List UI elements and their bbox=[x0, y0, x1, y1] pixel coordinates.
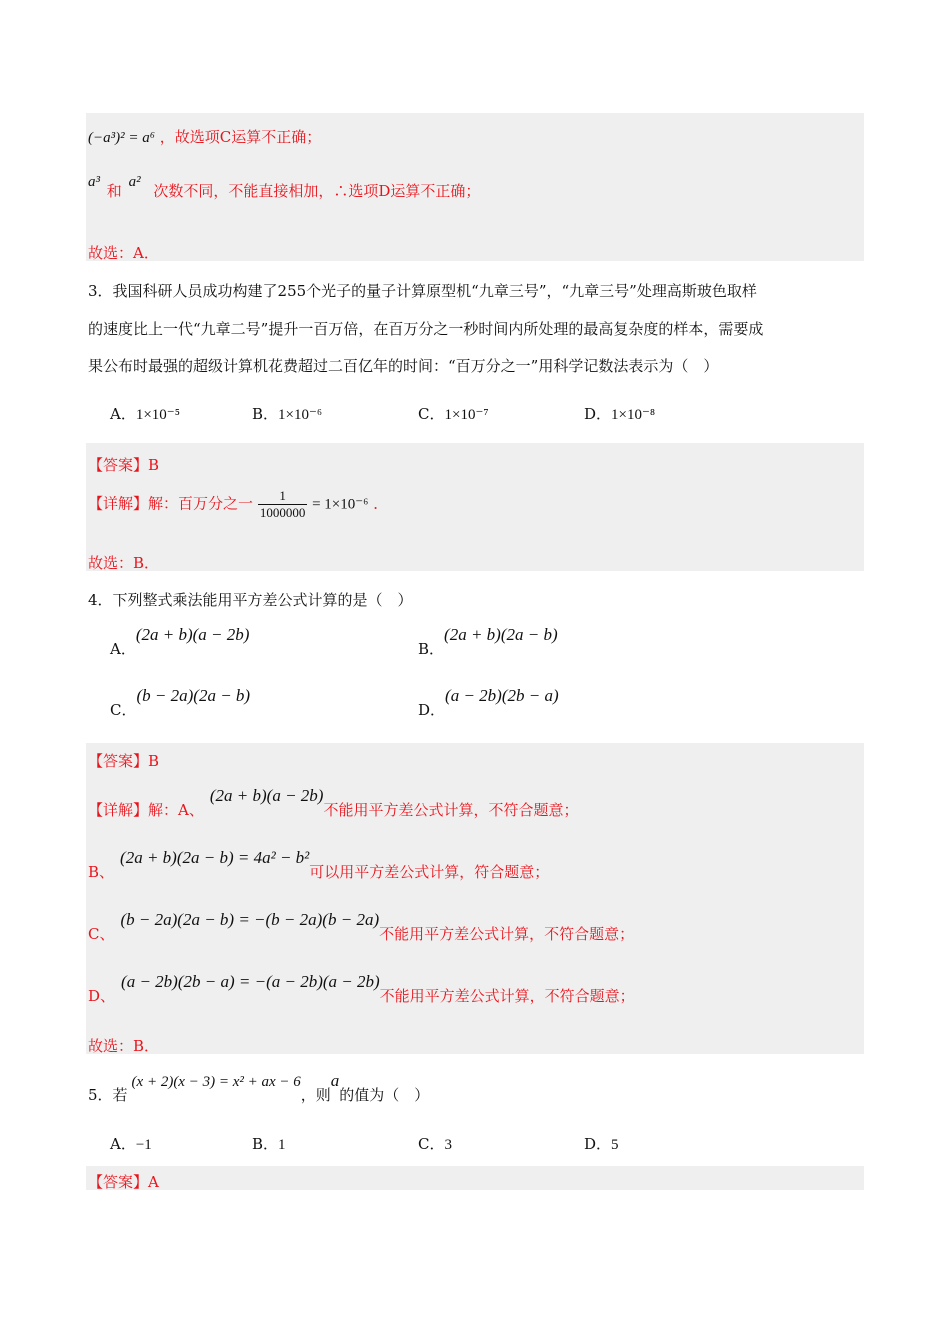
detail-text: ，故选项C运算不正确； bbox=[159, 128, 322, 146]
fraction-numerator: 1 bbox=[258, 488, 308, 505]
detail-prefix: B、 bbox=[88, 863, 115, 881]
q3-stem-line-2: 的速度比上一代“九章二号”提升一百万倍，在百万分之一秒时间内所处理的最高复杂度的样本，需要成 bbox=[88, 320, 764, 338]
option-label: A． bbox=[110, 1135, 136, 1153]
q3-option-c bbox=[418, 403, 489, 424]
q3-option-d bbox=[584, 403, 655, 424]
q2-detail-c bbox=[88, 126, 321, 147]
option-value: 1 bbox=[278, 1137, 286, 1153]
q2-choice: 故选：A． bbox=[88, 244, 159, 262]
q4-detail-b bbox=[88, 847, 550, 881]
option-label: A． bbox=[110, 640, 136, 658]
detail-end: ． bbox=[373, 494, 389, 513]
detail-tag: 【详解】 bbox=[88, 801, 149, 819]
math-expression: (x + 2)(x − 3) = x² + ax − 6 bbox=[131, 1074, 301, 1090]
option-label: B． bbox=[418, 640, 445, 658]
math-expression: (2a + b)(2a − b) = 4a² − b² bbox=[120, 848, 310, 867]
q2-detail-d bbox=[88, 174, 481, 201]
option-value: 1×10⁻⁸ bbox=[611, 407, 656, 423]
q5-option-b bbox=[252, 1133, 286, 1154]
q5-answer: 【答案】A bbox=[88, 1173, 159, 1191]
q4-option-c bbox=[110, 685, 251, 719]
option-label: C． bbox=[110, 701, 137, 719]
stem-suffix: 的值为（ ） bbox=[339, 1086, 430, 1104]
math-expression: (b − 2a)(2a − b) = −(b − 2a)(b − 2a) bbox=[120, 910, 380, 929]
math-expression: (2a + b)(a − 2b) bbox=[209, 786, 324, 805]
q3-stem-line-3: 果公布时最强的超级计算机花费超过二百亿年的时间：“百万分之一”用科学记数法表示为（ ） bbox=[88, 357, 719, 375]
option-value: 1×10⁻⁵ bbox=[135, 407, 180, 423]
option-value: 5 bbox=[611, 1137, 619, 1153]
detail-text: 和 bbox=[106, 182, 122, 200]
q4-answer: 【答案】B bbox=[88, 752, 160, 770]
detail-text: 次数不同，不能直接相加，∴选项D运算不正确； bbox=[153, 182, 481, 200]
math-variable: a bbox=[330, 1071, 340, 1090]
q3-option-b bbox=[252, 403, 322, 424]
option-label: B． bbox=[252, 405, 279, 423]
q3-stem-line-1: 3．我国科研人员成功构建了255个光子的量子计算原型机“九章三号”，“九章三号”处理高斯玻色取样 bbox=[88, 282, 757, 300]
fraction bbox=[258, 488, 308, 521]
stem-mid: ，则 bbox=[300, 1086, 331, 1104]
q4-detail-c bbox=[88, 909, 635, 943]
option-label: B． bbox=[252, 1135, 279, 1153]
q4-detail-a bbox=[88, 785, 579, 819]
q4-option-a bbox=[110, 624, 250, 658]
q3-detail bbox=[88, 488, 388, 521]
option-value: (a − 2b)(2b − a) bbox=[445, 686, 559, 705]
option-label: C． bbox=[418, 1135, 445, 1153]
q3-option-a bbox=[110, 403, 180, 424]
q5-option-a bbox=[110, 1133, 152, 1154]
option-value: 1×10⁻⁶ bbox=[278, 407, 323, 423]
q4-detail-d bbox=[88, 971, 635, 1005]
q4-choice: 故选：B． bbox=[88, 1037, 160, 1055]
q5-solution-panel bbox=[86, 1166, 864, 1190]
detail-prefix: C、 bbox=[88, 925, 115, 943]
fraction-denominator: 1000000 bbox=[259, 505, 306, 520]
detail-text: 可以用平方差公式计算，符合题意； bbox=[309, 863, 550, 881]
option-value: 3 bbox=[444, 1137, 452, 1153]
q3-answer: 【答案】B bbox=[88, 456, 160, 474]
option-value: (2a + b)(2a − b) bbox=[444, 625, 558, 644]
math-expression: a² bbox=[128, 174, 141, 190]
detail-text: 不能用平方差公式计算，不符合题意； bbox=[379, 987, 635, 1005]
q5-option-d bbox=[584, 1133, 619, 1154]
option-label: A． bbox=[110, 405, 136, 423]
option-label: D． bbox=[584, 405, 612, 423]
detail-text: 不能用平方差公式计算，不符合题意； bbox=[323, 801, 579, 819]
q4-option-d bbox=[418, 685, 559, 719]
q5-stem bbox=[88, 1070, 430, 1104]
detail-tag: 【详解】 bbox=[88, 494, 149, 513]
q3-choice: 故选：B． bbox=[88, 554, 160, 572]
q5-option-c bbox=[418, 1133, 452, 1154]
math-expression: = 1×10⁻⁶ bbox=[312, 496, 369, 513]
option-value: (b − 2a)(2a − b) bbox=[136, 686, 251, 705]
option-value: −1 bbox=[135, 1137, 152, 1153]
option-value: 1×10⁻⁷ bbox=[444, 407, 489, 423]
math-expression: (a − 2b)(2b − a) = −(a − 2b)(a − 2b) bbox=[121, 972, 380, 991]
detail-text: 不能用平方差公式计算，不符合题意； bbox=[379, 925, 635, 943]
option-label: C． bbox=[418, 405, 445, 423]
detail-prefix: 解：A、 bbox=[148, 801, 204, 819]
q4-option-b bbox=[418, 624, 558, 658]
math-expression: a³ bbox=[88, 174, 100, 190]
stem-prefix: 5．若 bbox=[88, 1086, 128, 1104]
option-value: (2a + b)(a − 2b) bbox=[135, 625, 250, 644]
detail-prefix: D、 bbox=[88, 987, 116, 1005]
math-expression: (−a³)² = a⁶ bbox=[88, 130, 155, 146]
detail-text: 解：百万分之一 bbox=[148, 494, 254, 513]
option-label: D． bbox=[418, 701, 446, 719]
option-label: D． bbox=[584, 1135, 612, 1153]
q4-stem: 4．下列整式乘法能用平方差公式计算的是（ ） bbox=[88, 591, 413, 609]
